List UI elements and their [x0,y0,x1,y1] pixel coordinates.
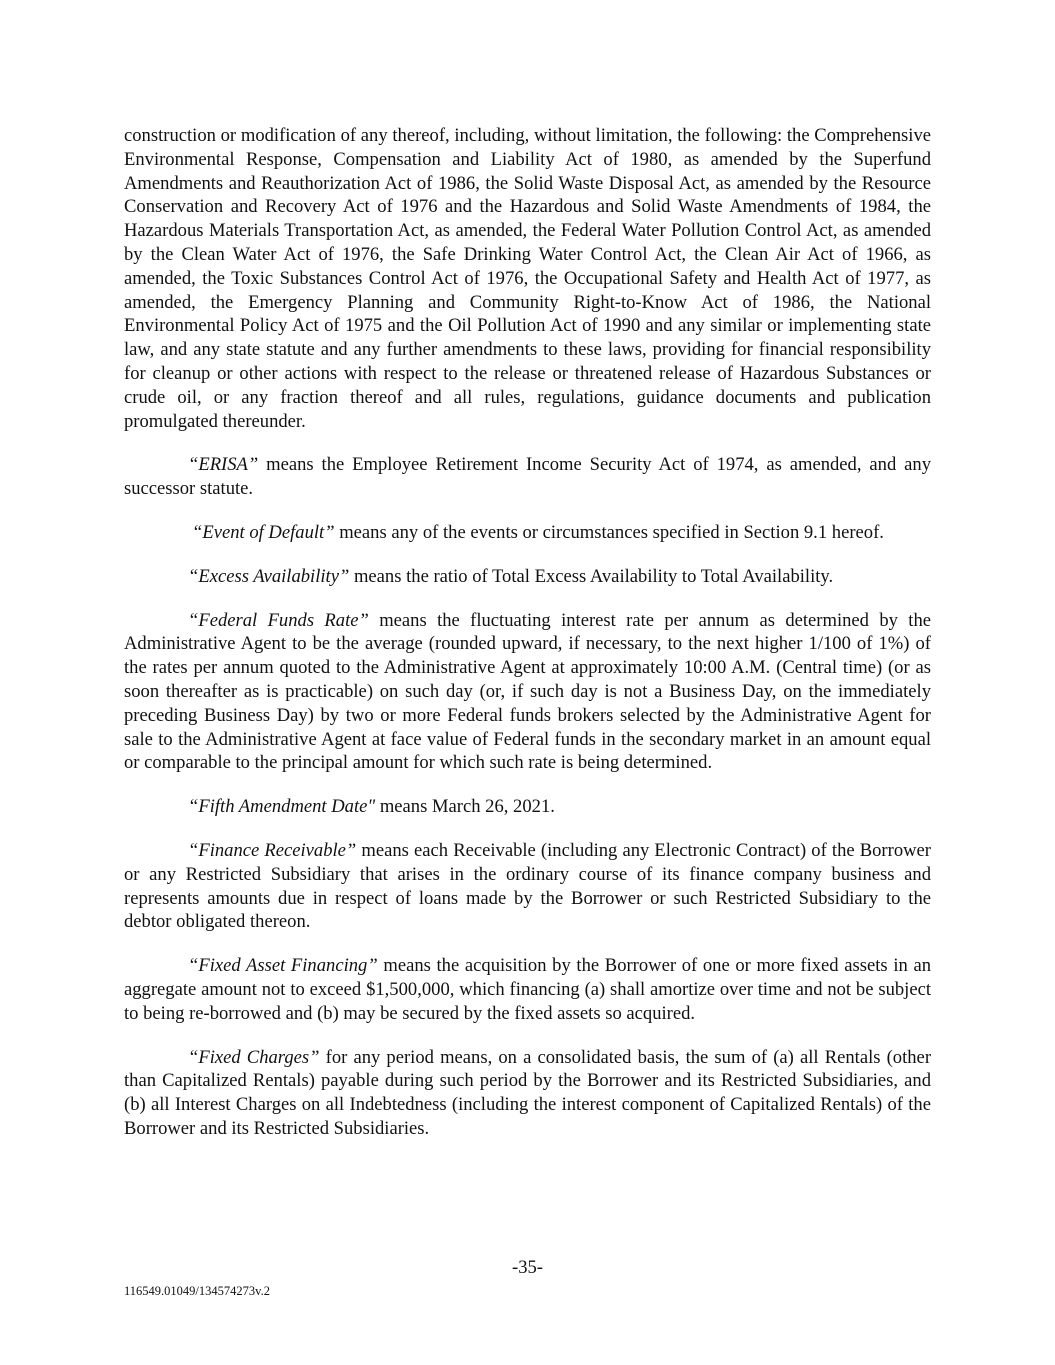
definition-event-of-default [124,521,931,545]
definition-fixed-asset-financing [124,954,931,1025]
definition-finance-receivable [124,839,931,934]
defined-term: “Finance Receivable” [188,839,357,861]
definition-fixed-charges [124,1046,931,1141]
definition-text: means each Receivable (including any Electronic Contract) of the Borrower or any Restricted Subsidiary that arises in the ordinary course of its finance company business and represents amounts due in respect of loans made by the Borrower or such Restricted Subsidiary to the debtor obligated thereon. [124,839,931,933]
definition-erisa [124,453,931,501]
definition-text: means the ratio of Total Excess Availability to Total Availability. [349,565,834,587]
defined-term: “Fifth Amendment Date" [188,796,376,818]
definition-fifth-amendment-date [124,795,931,819]
defined-term: “Federal Funds Rate” [188,609,369,631]
definition-text: means March 26, 2021. [375,796,555,818]
page-number: -35- [512,1257,543,1278]
defined-term: “Event of Default” [192,521,335,543]
definition-text: for any period means, on a consolidated basis, the sum of (a) all Rentals (other than Capitalized Rentals) payable during such period by the Borrower and its Restricted Subsidiaries, and (b) all Interest Charges on all Indebtedness (including the interest component of Capitalized Rentals) of the Borrower and its Restricted Subsidiaries. [124,1046,932,1139]
defined-term: “Fixed Asset Financing” [188,955,378,977]
defined-term: “ERISA” [188,454,259,476]
definition-federal-funds-rate [124,609,931,776]
definition-text: means the fluctuating interest rate per annum as determined by the Administrative Agent to be the average (rounded upward, if necessary, to the next higher 1/100 of 1%) of the rates per annum quoted to the Administrative Agent at approximately 10:00 A.M. (Central time) (or as soon thereafter as is practicable) on such day (or, if such day is not a Business Day, on the immediately preceding Business Day) by two or more Federal funds brokers selected by the Administrative Agent for sale to the Administrative Agent at face value of Federal funds in the secondary market in an amount equal or comparable to the principal amount for which such rate is being determined. [124,609,931,774]
document-body [124,124,931,1141]
definition-text: means the acquisition by the Borrower of one or more fixed assets in an aggregate amount not to exceed $1,500,000, which financing (a) shall amortize over time and not be subject to being re-borrowed and (b) may be secured by the fixed assets so acquired. [124,955,931,1024]
document-id: 116549.01049/134574273v.2 [124,1284,270,1298]
opening-paragraph: construction or modification of any thereof, including, without limitation, the following: the Comprehensive Environmental Response, Compensation and Liability Act of 1980, as amended by the Superfund Amendments and Reauthorization Act of 1986, the Solid Waste Disposal Act, as amended by the Resource Conservation and Recovery Act of 1976 and the Hazardous and Solid Waste Amendments of 1984, the Hazardous Materials Transportation Act, as amended, the Federal Water Pollution Control Act, as amended by the Clean Water Act of 1976, the Safe Drinking Water Control Act, the Clean Air Act of 1966, as amended, the Toxic Substances Control Act of 1976, the Occupational Safety and Health Act of 1977, as amended, the Emergency Planning and Community Right-to-Know Act of 1986, the National Environmental Policy Act of 1975 and the Oil Pollution Act of 1990 and any similar or implementing state law, and any state statute and any further amendments to these laws, providing for financial responsibility for cleanup or other actions with respect to the release or threatened release of Hazardous Substances or crude oil, or any fraction thereof and all rules, regulations, guidance documents and publication promulgated thereunder. [124,125,931,432]
definition-text: means any of the events or circumstances specified in Section 9.1 hereof. [334,521,884,543]
definition-excess-availability [124,565,931,589]
defined-term: “Excess Availability” [188,565,350,587]
defined-term: “Fixed Charges” [188,1046,320,1068]
definition-text: means the Employee Retirement Income Security Act of 1974, as amended, and any successor statute. [124,454,931,500]
